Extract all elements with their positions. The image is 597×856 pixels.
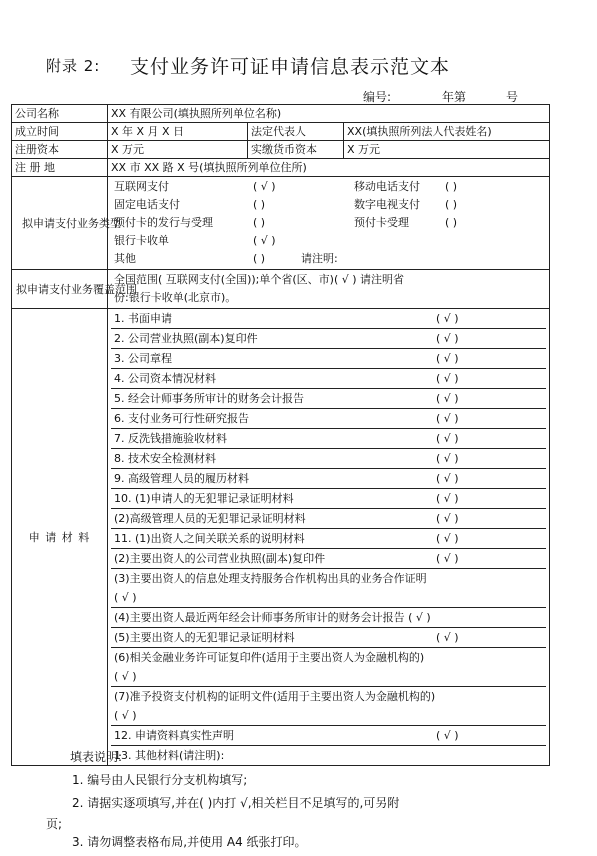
reg-capital-value[interactable]: X 万元 xyxy=(108,141,248,159)
serial-num-label: 号 xyxy=(506,90,519,104)
material-text[interactable]: 13. 其他材料(请注明): xyxy=(114,749,225,762)
row-company-name xyxy=(12,105,550,123)
serial-number-row xyxy=(0,88,597,104)
address-label: 注 册 地 xyxy=(12,159,108,177)
material-item xyxy=(111,628,546,648)
coverage-line-2[interactable]: 份:银行卡收单(北京市)。 xyxy=(114,291,237,304)
business-type-mark[interactable]: ( ) xyxy=(253,216,266,229)
material-check[interactable]: ( √ ) xyxy=(436,372,459,385)
coverage-cell xyxy=(108,270,550,309)
serial-number-label: 编号: xyxy=(363,90,392,104)
business-type-name: 其他 xyxy=(114,252,136,265)
founded-label: 成立时间 xyxy=(12,123,108,141)
business-type-item xyxy=(111,232,546,250)
business-type-mark[interactable]: ( √ ) xyxy=(253,180,276,193)
material-check[interactable]: ( √ ) xyxy=(114,591,137,604)
business-type-name: 银行卡收单 xyxy=(114,234,169,247)
business-type-item xyxy=(111,178,546,196)
material-check[interactable]: ( √ ) xyxy=(436,552,459,565)
business-type-name: 数字电视支付 xyxy=(354,198,420,211)
company-name-label: 公司名称 xyxy=(12,105,108,123)
material-text: (3)主要出资人的信息处理支持服务合作机构出具的业务合作证明 xyxy=(114,572,427,585)
material-text: 10. (1)申请人的无犯罪记录证明材料 xyxy=(114,492,294,505)
material-text: (2)高级管理人员的无犯罪记录证明材料 xyxy=(114,512,306,525)
material-item xyxy=(111,569,546,608)
row-capital xyxy=(12,141,550,159)
material-text[interactable]: (4)主要出资人最近两年经会计师事务所审计的财务会计报告 ( √ ) xyxy=(114,611,431,624)
material-item xyxy=(111,489,546,509)
material-check[interactable]: ( √ ) xyxy=(436,532,459,545)
material-text: 5. 经会计师事务所审计的财务会计报告 xyxy=(114,392,304,405)
material-check[interactable]: ( √ ) xyxy=(436,352,459,365)
materials-cell xyxy=(108,309,550,766)
material-item xyxy=(111,369,546,389)
business-type-item xyxy=(111,196,546,214)
instruction-3: 3. 请勿调整表格布局,并使用 A4 纸张打印。 xyxy=(72,835,307,849)
business-type-mark[interactable]: ( ) xyxy=(253,198,266,211)
business-type-mark[interactable]: ( √ ) xyxy=(253,234,276,247)
material-item xyxy=(111,648,546,687)
material-text: 12. 申请资料真实性声明 xyxy=(114,729,234,742)
material-text: 11. (1)出资人之间关联关系的说明材料 xyxy=(114,532,305,545)
material-item xyxy=(111,309,546,329)
material-check[interactable]: ( √ ) xyxy=(436,472,459,485)
business-types-label: 拟申请支付业务类型 xyxy=(12,177,108,270)
material-check[interactable]: ( √ ) xyxy=(436,432,459,445)
material-item xyxy=(111,349,546,369)
paid-capital-value[interactable]: X 万元 xyxy=(344,141,550,159)
material-text: (7)准予投资支付机构的证明文件(适用于主要出资人为金融机构的) xyxy=(114,690,436,703)
business-type-mark[interactable]: ( ) xyxy=(445,216,458,229)
material-check[interactable]: ( √ ) xyxy=(436,512,459,525)
document-title: 支付业务许可证申请信息表示范文本 xyxy=(130,56,451,78)
title-row xyxy=(0,52,597,78)
material-item xyxy=(111,529,546,549)
material-item xyxy=(111,687,546,726)
row-coverage xyxy=(12,270,550,309)
material-text: 1. 书面申请 xyxy=(114,312,172,325)
material-text: (2)主要出资人的公司营业执照(副本)复印件 xyxy=(114,552,326,565)
row-business-types xyxy=(12,177,550,270)
business-type-item xyxy=(111,250,546,268)
material-check[interactable]: ( √ ) xyxy=(436,332,459,345)
material-item xyxy=(111,409,546,429)
row-founded xyxy=(12,123,550,141)
legal-rep-label: 法定代表人 xyxy=(248,123,344,141)
serial-year-label: 年第 xyxy=(442,90,467,104)
material-item xyxy=(111,746,546,765)
business-type-name: 预付卡的发行与受理 xyxy=(114,216,213,229)
founded-value[interactable]: X 年 X 月 X 日 xyxy=(108,123,248,141)
material-check[interactable]: ( √ ) xyxy=(114,670,137,683)
material-check[interactable]: ( √ ) xyxy=(436,452,459,465)
material-text: (6)相关金融业务许可证复印件(适用于主要出资人为金融机构的) xyxy=(114,651,425,664)
material-text: 9. 高级管理人员的履历材料 xyxy=(114,472,249,485)
material-check[interactable]: ( √ ) xyxy=(436,412,459,425)
business-type-name: 固定电话支付 xyxy=(114,198,180,211)
business-type-item xyxy=(111,214,546,232)
material-text: 4. 公司资本情况材料 xyxy=(114,372,216,385)
material-check[interactable]: ( √ ) xyxy=(436,729,459,742)
material-item xyxy=(111,549,546,569)
materials-label: 申 请 材 料 xyxy=(12,309,108,766)
business-type-name: 移动电话支付 xyxy=(354,180,420,193)
material-item xyxy=(111,608,546,628)
material-item xyxy=(111,469,546,489)
business-type-mark[interactable]: ( ) xyxy=(253,252,266,265)
material-text: 3. 公司章程 xyxy=(114,352,172,365)
business-type-name: 预付卡受理 xyxy=(354,216,409,229)
material-item xyxy=(111,509,546,529)
instruction-2: 2. 请据实逐项填写,并在( )内打 √,相关栏目不足填写的,可另附 xyxy=(72,796,400,810)
business-type-mark[interactable]: ( ) xyxy=(445,180,458,193)
application-form-table xyxy=(11,104,550,766)
material-text: 7. 反洗钱措施验收材料 xyxy=(114,432,227,445)
business-type-other-note: 请注明: xyxy=(301,252,338,265)
row-address xyxy=(12,159,550,177)
material-check[interactable]: ( √ ) xyxy=(436,312,459,325)
material-check[interactable]: ( √ ) xyxy=(436,492,459,505)
instruction-1: 1. 编号由人民银行分支机构填写; xyxy=(72,773,248,787)
business-types-cell xyxy=(108,177,550,270)
material-check[interactable]: ( √ ) xyxy=(436,631,459,644)
row-materials xyxy=(12,309,550,766)
material-item xyxy=(111,389,546,409)
instructions-title: 填表说明: xyxy=(70,750,123,764)
coverage-line-1[interactable]: 全国范围( 互联网支付(全国));单个省(区、市)( √ ) 请注明省 xyxy=(114,273,405,286)
business-type-name: 互联网支付 xyxy=(114,180,169,193)
instruction-2-cont: 页; xyxy=(46,817,63,831)
material-text: 6. 支付业务可行性研究报告 xyxy=(114,412,249,425)
material-text: 8. 技术安全检测材料 xyxy=(114,452,216,465)
address-value[interactable]: XX 市 XX 路 X 号(填执照所列单位住所) xyxy=(108,159,550,177)
paid-capital-label: 实缴货币资本 xyxy=(248,141,344,159)
material-check[interactable]: ( √ ) xyxy=(114,709,137,722)
legal-rep-value[interactable]: XX(填执照所列法人代表姓名) xyxy=(344,123,550,141)
business-type-mark[interactable]: ( ) xyxy=(445,198,458,211)
material-text: 2. 公司营业执照(副本)复印件 xyxy=(114,332,258,345)
material-item xyxy=(111,449,546,469)
material-item xyxy=(111,329,546,349)
material-text: (5)主要出资人的无犯罪记录证明材料 xyxy=(114,631,295,644)
material-item xyxy=(111,429,546,449)
company-name-value[interactable]: XX 有限公司(填执照所列单位名称) xyxy=(108,105,550,123)
material-check[interactable]: ( √ ) xyxy=(436,392,459,405)
reg-capital-label: 注册资本 xyxy=(12,141,108,159)
appendix-label: 附录 2: xyxy=(46,57,101,75)
material-item xyxy=(111,726,546,746)
coverage-label: 拟申请支付业务覆盖范围 xyxy=(12,270,108,309)
